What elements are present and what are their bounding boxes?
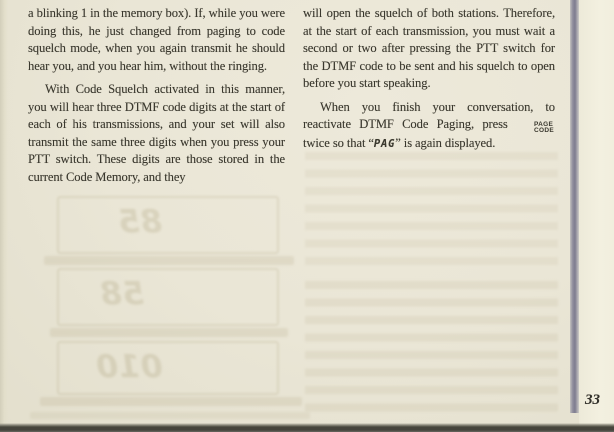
bleedthrough-display-box [57,196,279,254]
next-page-edge [579,0,614,432]
page-left-edge [0,0,8,432]
bleedthrough-display-box [57,268,279,326]
bleedthrough-caption-line [50,328,288,337]
bleedthrough-text-block [305,152,558,270]
lcd-display-text: PAG [373,137,396,150]
bleedthrough-caption-line [44,256,294,265]
paragraph-text: twice so that “ [303,135,374,150]
paragraph: With Code Squelch activated in this manner, you will hear three DTMF code digits at the start of each of his transmissions, and your set will also transmit the same three digits when you press your PTT switch. These digits are those stored in the current Code Memory, and they [28,82,285,184]
paragraph [303,99,555,154]
right-column [303,5,555,153]
bleedthrough-digits: 85 [115,202,166,240]
paragraph: a blinking 1 in the memory box). If, while you were doing this, he just changed from paging to code squelch mode, when you again transmit he should hear you, and you hear him, without the ringing. [28,6,285,73]
page-code-key-top-label: PAGE [534,120,554,128]
page-code-key [516,122,555,135]
bleedthrough-caption-line [40,397,302,406]
bleedthrough-text-block [305,281,558,419]
page-code-key-bottom-label: CODE [534,127,554,134]
scan-bottom-edge [0,423,614,432]
paragraph-text: ” is again displayed. [395,135,496,150]
bleedthrough-caption-line [30,412,310,419]
bleedthrough-display-box [57,341,279,395]
left-column [28,5,285,186]
bleedthrough-digits: 58 [97,274,148,312]
binding-edge-bar [570,0,579,413]
paragraph-text: When you finish your conversation, to reactivate DTMF Code Paging, press [303,99,555,131]
paragraph: will open the squelch of both stations. Therefore, at the start of each transmission, you must wait a second or two after pressing the PTT switch for the DTMF code to be sent and his squelch to open before you start speaking. [303,6,555,90]
page-number: 33 [585,392,600,408]
bleedthrough-digits: 010 [93,347,166,385]
